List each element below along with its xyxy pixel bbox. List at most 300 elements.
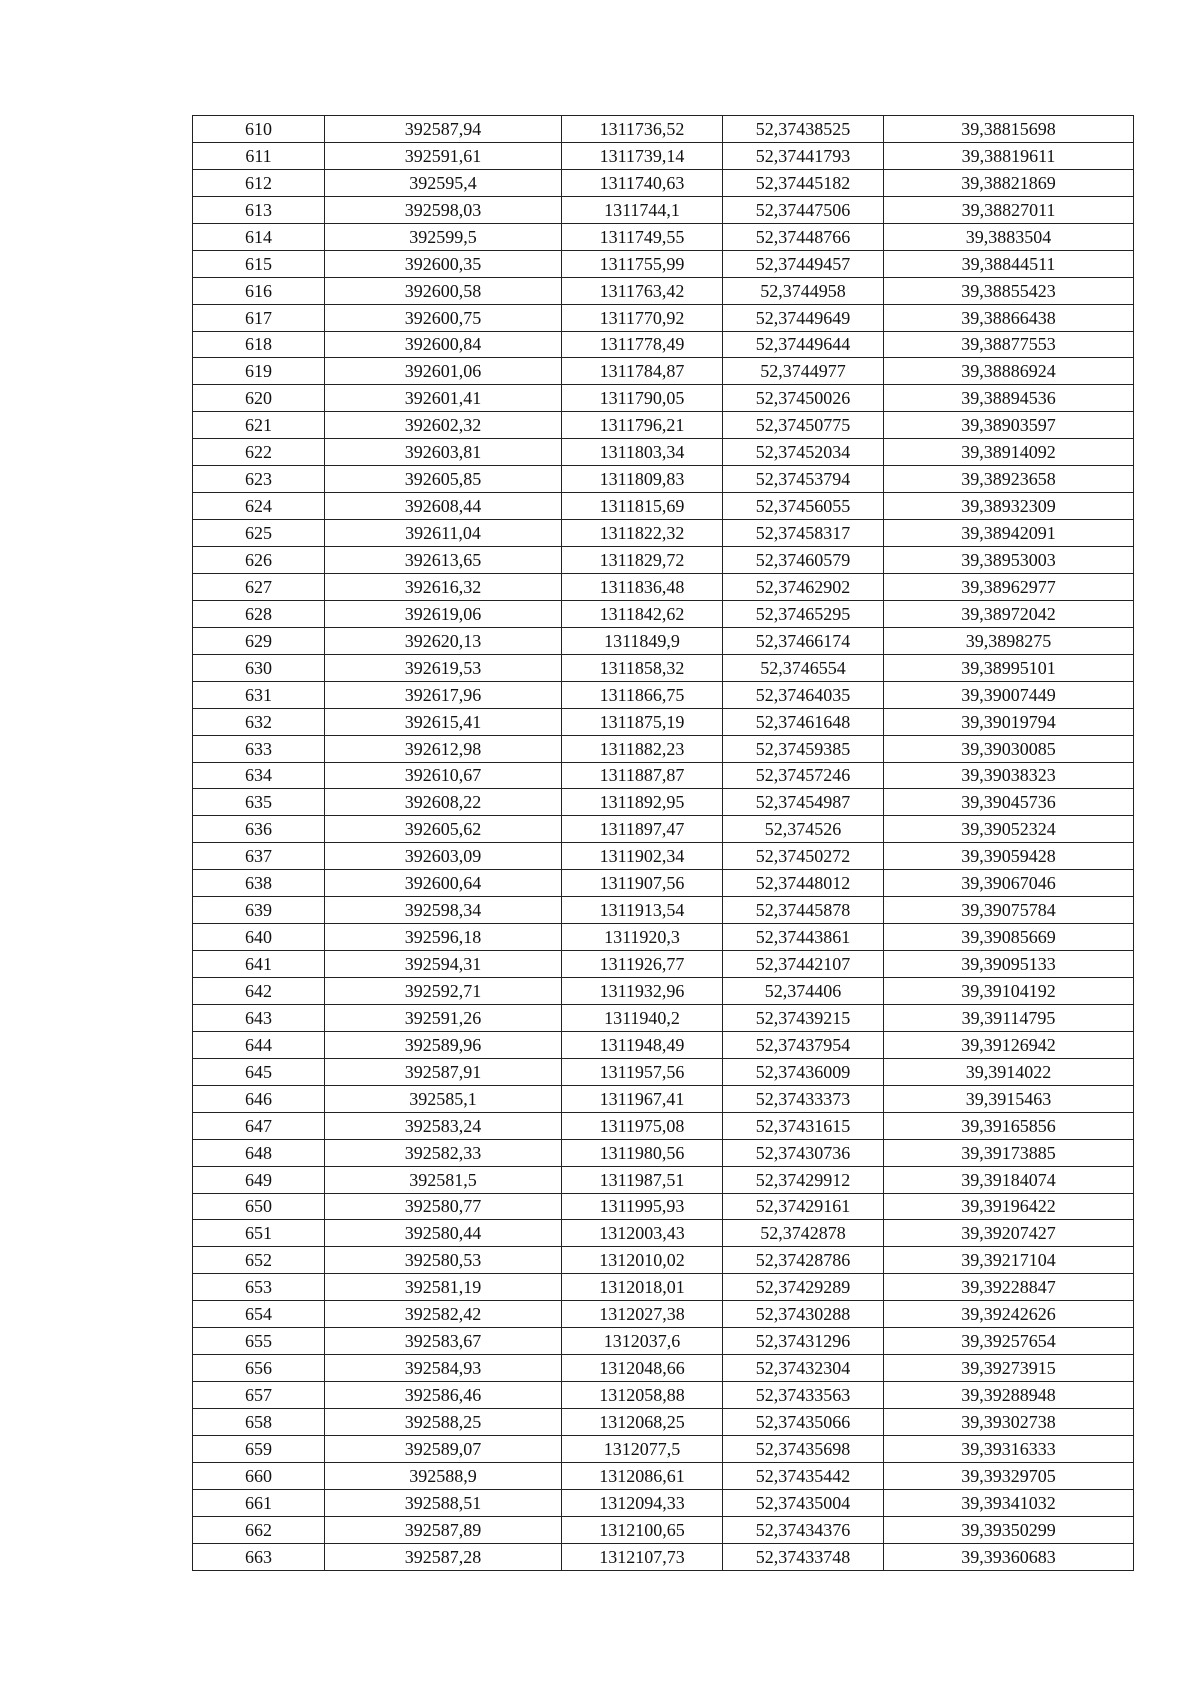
- table-cell-coord-x: 392591,61: [325, 142, 562, 169]
- table-row: [193, 223, 1134, 250]
- table-row: [193, 466, 1134, 493]
- table-row: [193, 412, 1134, 439]
- table-cell-longitude: 39,39228847: [884, 1274, 1134, 1301]
- table-cell-longitude: 39,39329705: [884, 1462, 1134, 1489]
- table-cell-longitude: 39,38855423: [884, 277, 1134, 304]
- table-cell-point-number: 610: [193, 116, 325, 143]
- table-cell-longitude: 39,39217104: [884, 1247, 1134, 1274]
- table-cell-coord-x: 392596,18: [325, 924, 562, 951]
- table-cell-point-number: 620: [193, 385, 325, 412]
- table-cell-coord-y: 1312003,43: [562, 1220, 723, 1247]
- table-row: [193, 1274, 1134, 1301]
- table-cell-longitude: 39,39288948: [884, 1382, 1134, 1409]
- table-row: [193, 1193, 1134, 1220]
- table-cell-latitude: 52,37458317: [723, 520, 884, 547]
- table-row: [193, 735, 1134, 762]
- table-cell-longitude: 39,38903597: [884, 412, 1134, 439]
- table-cell-point-number: 642: [193, 978, 325, 1005]
- table-cell-point-number: 663: [193, 1543, 325, 1570]
- table-row: [193, 627, 1134, 654]
- table-row: [193, 1166, 1134, 1193]
- table-row: [193, 1112, 1134, 1139]
- table-cell-coord-x: 392580,44: [325, 1220, 562, 1247]
- table-cell-coord-y: 1311987,51: [562, 1166, 723, 1193]
- table-cell-coord-x: 392615,41: [325, 708, 562, 735]
- coordinates-table-body: [193, 116, 1134, 1571]
- table-cell-coord-y: 1311980,56: [562, 1139, 723, 1166]
- table-row: [193, 1489, 1134, 1516]
- table-cell-coord-y: 1311740,63: [562, 169, 723, 196]
- table-cell-latitude: 52,37436009: [723, 1058, 884, 1085]
- table-row: [193, 142, 1134, 169]
- table-row: [193, 1247, 1134, 1274]
- table-cell-coord-y: 1311749,55: [562, 223, 723, 250]
- table-cell-longitude: 39,39038323: [884, 762, 1134, 789]
- table-row: [193, 1085, 1134, 1112]
- table-cell-coord-y: 1311887,87: [562, 762, 723, 789]
- table-cell-coord-x: 392600,58: [325, 277, 562, 304]
- table-cell-point-number: 628: [193, 600, 325, 627]
- table-cell-latitude: 52,37453794: [723, 466, 884, 493]
- table-cell-coord-y: 1311744,1: [562, 196, 723, 223]
- table-cell-coord-y: 1312077,5: [562, 1435, 723, 1462]
- table-row: [193, 843, 1134, 870]
- table-cell-longitude: 39,39052324: [884, 816, 1134, 843]
- table-cell-coord-x: 392584,93: [325, 1355, 562, 1382]
- table-cell-coord-y: 1311736,52: [562, 116, 723, 143]
- table-cell-longitude: 39,3883504: [884, 223, 1134, 250]
- table-cell-point-number: 627: [193, 573, 325, 600]
- table-cell-longitude: 39,39350299: [884, 1516, 1134, 1543]
- table-cell-longitude: 39,39067046: [884, 870, 1134, 897]
- table-row: [193, 250, 1134, 277]
- table-cell-longitude: 39,38886924: [884, 358, 1134, 385]
- table-cell-point-number: 621: [193, 412, 325, 439]
- table-cell-point-number: 635: [193, 789, 325, 816]
- table-cell-coord-x: 392586,46: [325, 1382, 562, 1409]
- table-cell-longitude: 39,38923658: [884, 466, 1134, 493]
- table-cell-coord-x: 392587,89: [325, 1516, 562, 1543]
- table-cell-coord-y: 1311836,48: [562, 573, 723, 600]
- table-row: [193, 1409, 1134, 1436]
- table-cell-latitude: 52,37449457: [723, 250, 884, 277]
- table-cell-coord-x: 392616,32: [325, 573, 562, 600]
- table-row: [193, 169, 1134, 196]
- table-cell-coord-y: 1311829,72: [562, 547, 723, 574]
- table-cell-latitude: 52,37435442: [723, 1462, 884, 1489]
- table-row: [193, 439, 1134, 466]
- table-cell-latitude: 52,37449649: [723, 304, 884, 331]
- table-cell-latitude: 52,3746554: [723, 654, 884, 681]
- table-row: [193, 1004, 1134, 1031]
- table-row: [193, 1462, 1134, 1489]
- table-cell-point-number: 649: [193, 1166, 325, 1193]
- table-cell-latitude: 52,3742878: [723, 1220, 884, 1247]
- table-cell-coord-y: 1311822,32: [562, 520, 723, 547]
- table-cell-coord-x: 392599,5: [325, 223, 562, 250]
- table-row: [193, 978, 1134, 1005]
- table-cell-coord-y: 1311940,2: [562, 1004, 723, 1031]
- table-row: [193, 1220, 1134, 1247]
- table-row: [193, 358, 1134, 385]
- table-row: [193, 1516, 1134, 1543]
- table-cell-coord-y: 1311778,49: [562, 331, 723, 358]
- table-row: [193, 520, 1134, 547]
- table-cell-coord-x: 392583,24: [325, 1112, 562, 1139]
- table-cell-coord-x: 392582,42: [325, 1301, 562, 1328]
- table-cell-coord-x: 392583,67: [325, 1328, 562, 1355]
- table-cell-latitude: 52,37441793: [723, 142, 884, 169]
- table-row: [193, 897, 1134, 924]
- table-cell-longitude: 39,38953003: [884, 547, 1134, 574]
- table-cell-coord-x: 392581,5: [325, 1166, 562, 1193]
- table-cell-latitude: 52,37452034: [723, 439, 884, 466]
- table-cell-longitude: 39,38995101: [884, 654, 1134, 681]
- table-cell-coord-y: 1311815,69: [562, 493, 723, 520]
- table-row: [193, 196, 1134, 223]
- table-row: [193, 116, 1134, 143]
- table-cell-longitude: 39,39360683: [884, 1543, 1134, 1570]
- table-cell-coord-y: 1311902,34: [562, 843, 723, 870]
- table-cell-coord-x: 392588,51: [325, 1489, 562, 1516]
- table-cell-point-number: 624: [193, 493, 325, 520]
- table-cell-point-number: 614: [193, 223, 325, 250]
- table-cell-point-number: 645: [193, 1058, 325, 1085]
- table-cell-latitude: 52,37431296: [723, 1328, 884, 1355]
- table-row: [193, 762, 1134, 789]
- table-cell-coord-y: 1312018,01: [562, 1274, 723, 1301]
- table-cell-coord-x: 392608,22: [325, 789, 562, 816]
- table-row: [193, 816, 1134, 843]
- table-row: [193, 1058, 1134, 1085]
- table-cell-longitude: 39,38821869: [884, 169, 1134, 196]
- table-cell-coord-x: 392591,26: [325, 1004, 562, 1031]
- table-cell-coord-x: 392587,91: [325, 1058, 562, 1085]
- table-cell-coord-y: 1311926,77: [562, 951, 723, 978]
- table-cell-coord-x: 392603,81: [325, 439, 562, 466]
- table-cell-latitude: 52,37460579: [723, 547, 884, 574]
- table-cell-point-number: 615: [193, 250, 325, 277]
- table-cell-coord-x: 392601,41: [325, 385, 562, 412]
- table-row: [193, 1301, 1134, 1328]
- table-cell-latitude: 52,37433748: [723, 1543, 884, 1570]
- table-cell-coord-x: 392581,19: [325, 1274, 562, 1301]
- table-cell-coord-y: 1312086,61: [562, 1462, 723, 1489]
- table-row: [193, 654, 1134, 681]
- table-cell-coord-x: 392587,94: [325, 116, 562, 143]
- table-cell-longitude: 39,38866438: [884, 304, 1134, 331]
- table-cell-coord-y: 1311770,92: [562, 304, 723, 331]
- table-cell-coord-y: 1312107,73: [562, 1543, 723, 1570]
- table-cell-longitude: 39,39104192: [884, 978, 1134, 1005]
- table-cell-coord-y: 1312048,66: [562, 1355, 723, 1382]
- table-cell-longitude: 39,39207427: [884, 1220, 1134, 1247]
- table-row: [193, 573, 1134, 600]
- table-cell-coord-y: 1311842,62: [562, 600, 723, 627]
- table-cell-coord-x: 392602,32: [325, 412, 562, 439]
- table-cell-latitude: 52,37434376: [723, 1516, 884, 1543]
- table-cell-coord-x: 392600,35: [325, 250, 562, 277]
- table-cell-point-number: 612: [193, 169, 325, 196]
- table-cell-coord-y: 1312100,65: [562, 1516, 723, 1543]
- table-cell-point-number: 613: [193, 196, 325, 223]
- table-row: [193, 924, 1134, 951]
- table-cell-coord-x: 392619,06: [325, 600, 562, 627]
- table-cell-latitude: 52,37466174: [723, 627, 884, 654]
- table-cell-point-number: 655: [193, 1328, 325, 1355]
- table-cell-point-number: 623: [193, 466, 325, 493]
- table-cell-longitude: 39,38815698: [884, 116, 1134, 143]
- table-cell-latitude: 52,37429912: [723, 1166, 884, 1193]
- table-cell-coord-y: 1311907,56: [562, 870, 723, 897]
- table-cell-latitude: 52,3744977: [723, 358, 884, 385]
- table-cell-latitude: 52,37435698: [723, 1435, 884, 1462]
- table-cell-coord-y: 1311866,75: [562, 681, 723, 708]
- table-cell-latitude: 52,37433563: [723, 1382, 884, 1409]
- table-cell-coord-x: 392608,44: [325, 493, 562, 520]
- table-cell-latitude: 52,37464035: [723, 681, 884, 708]
- table-cell-point-number: 634: [193, 762, 325, 789]
- table-cell-longitude: 39,38932309: [884, 493, 1134, 520]
- table-cell-coord-x: 392595,4: [325, 169, 562, 196]
- table-cell-longitude: 39,39059428: [884, 843, 1134, 870]
- table-cell-point-number: 630: [193, 654, 325, 681]
- table-cell-point-number: 638: [193, 870, 325, 897]
- table-cell-point-number: 611: [193, 142, 325, 169]
- table-row: [193, 789, 1134, 816]
- table-cell-longitude: 39,39173885: [884, 1139, 1134, 1166]
- table-cell-latitude: 52,37462902: [723, 573, 884, 600]
- table-cell-latitude: 52,3744958: [723, 277, 884, 304]
- table-cell-coord-y: 1311995,93: [562, 1193, 723, 1220]
- table-cell-coord-y: 1311755,99: [562, 250, 723, 277]
- table-cell-point-number: 629: [193, 627, 325, 654]
- table-cell-coord-x: 392592,71: [325, 978, 562, 1005]
- table-cell-point-number: 653: [193, 1274, 325, 1301]
- table-cell-coord-x: 392612,98: [325, 735, 562, 762]
- table-cell-longitude: 39,39095133: [884, 951, 1134, 978]
- table-cell-coord-x: 392589,96: [325, 1031, 562, 1058]
- table-cell-coord-x: 392589,07: [325, 1435, 562, 1462]
- table-row: [193, 1543, 1134, 1570]
- table-cell-latitude: 52,37450775: [723, 412, 884, 439]
- table-cell-point-number: 662: [193, 1516, 325, 1543]
- table-cell-latitude: 52,37435004: [723, 1489, 884, 1516]
- table-cell-longitude: 39,38819611: [884, 142, 1134, 169]
- table-cell-point-number: 617: [193, 304, 325, 331]
- table-cell-coord-y: 1311932,96: [562, 978, 723, 1005]
- table-row: [193, 304, 1134, 331]
- table-cell-latitude: 52,37450026: [723, 385, 884, 412]
- table-cell-coord-x: 392580,53: [325, 1247, 562, 1274]
- table-cell-longitude: 39,38894536: [884, 385, 1134, 412]
- table-cell-latitude: 52,37449644: [723, 331, 884, 358]
- table-cell-coord-y: 1311892,95: [562, 789, 723, 816]
- table-row: [193, 493, 1134, 520]
- table-cell-longitude: 39,39165856: [884, 1112, 1134, 1139]
- table-cell-coord-x: 392598,03: [325, 196, 562, 223]
- table-cell-coord-y: 1312010,02: [562, 1247, 723, 1274]
- table-cell-longitude: 39,39242626: [884, 1301, 1134, 1328]
- table-cell-longitude: 39,38877553: [884, 331, 1134, 358]
- table-cell-latitude: 52,37456055: [723, 493, 884, 520]
- table-cell-coord-y: 1312058,88: [562, 1382, 723, 1409]
- table-cell-longitude: 39,39341032: [884, 1489, 1134, 1516]
- table-cell-latitude: 52,37445182: [723, 169, 884, 196]
- table-cell-coord-x: 392588,25: [325, 1409, 562, 1436]
- table-cell-longitude: 39,39273915: [884, 1355, 1134, 1382]
- table-cell-point-number: 650: [193, 1193, 325, 1220]
- table-cell-longitude: 39,39126942: [884, 1031, 1134, 1058]
- table-cell-longitude: 39,39075784: [884, 897, 1134, 924]
- table-cell-point-number: 661: [193, 1489, 325, 1516]
- table-row: [193, 1435, 1134, 1462]
- table-cell-coord-y: 1311790,05: [562, 385, 723, 412]
- table-row: [193, 277, 1134, 304]
- table-cell-point-number: 622: [193, 439, 325, 466]
- table-cell-latitude: 52,37431615: [723, 1112, 884, 1139]
- table-cell-point-number: 654: [193, 1301, 325, 1328]
- table-cell-coord-y: 1311809,83: [562, 466, 723, 493]
- table-cell-latitude: 52,37443861: [723, 924, 884, 951]
- table-cell-point-number: 641: [193, 951, 325, 978]
- table-cell-coord-x: 392588,9: [325, 1462, 562, 1489]
- table-cell-coord-y: 1311858,32: [562, 654, 723, 681]
- table-cell-coord-y: 1311882,23: [562, 735, 723, 762]
- table-cell-point-number: 626: [193, 547, 325, 574]
- table-cell-point-number: 652: [193, 1247, 325, 1274]
- table-cell-point-number: 657: [193, 1382, 325, 1409]
- table-cell-coord-y: 1312094,33: [562, 1489, 723, 1516]
- table-cell-point-number: 644: [193, 1031, 325, 1058]
- table-cell-coord-x: 392600,64: [325, 870, 562, 897]
- table-row: [193, 951, 1134, 978]
- table-cell-latitude: 52,374406: [723, 978, 884, 1005]
- table-cell-longitude: 39,39196422: [884, 1193, 1134, 1220]
- table-cell-latitude: 52,37448012: [723, 870, 884, 897]
- table-cell-longitude: 39,39184074: [884, 1166, 1134, 1193]
- table-cell-point-number: 640: [193, 924, 325, 951]
- table-row: [193, 385, 1134, 412]
- table-cell-coord-y: 1311796,21: [562, 412, 723, 439]
- table-cell-latitude: 52,37429289: [723, 1274, 884, 1301]
- table-cell-coord-y: 1311957,56: [562, 1058, 723, 1085]
- table-cell-latitude: 52,37437954: [723, 1031, 884, 1058]
- table-cell-coord-y: 1312027,38: [562, 1301, 723, 1328]
- table-cell-longitude: 39,39019794: [884, 708, 1134, 735]
- table-cell-latitude: 52,37438525: [723, 116, 884, 143]
- table-cell-point-number: 646: [193, 1085, 325, 1112]
- table-cell-coord-x: 392600,75: [325, 304, 562, 331]
- table-cell-coord-y: 1311920,3: [562, 924, 723, 951]
- table-cell-point-number: 639: [193, 897, 325, 924]
- table-cell-point-number: 660: [193, 1462, 325, 1489]
- table-row: [193, 708, 1134, 735]
- table-cell-coord-x: 392605,85: [325, 466, 562, 493]
- table-cell-point-number: 656: [193, 1355, 325, 1382]
- table-cell-point-number: 619: [193, 358, 325, 385]
- table-cell-coord-x: 392613,65: [325, 547, 562, 574]
- table-cell-point-number: 647: [193, 1112, 325, 1139]
- table-cell-latitude: 52,37457246: [723, 762, 884, 789]
- table-cell-coord-y: 1311739,14: [562, 142, 723, 169]
- table-cell-coord-x: 392600,84: [325, 331, 562, 358]
- table-cell-coord-y: 1311803,34: [562, 439, 723, 466]
- table-cell-coord-x: 392610,67: [325, 762, 562, 789]
- table-cell-point-number: 651: [193, 1220, 325, 1247]
- table-cell-longitude: 39,38972042: [884, 600, 1134, 627]
- table-cell-longitude: 39,39085669: [884, 924, 1134, 951]
- table-cell-point-number: 616: [193, 277, 325, 304]
- table-row: [193, 1382, 1134, 1409]
- table-row: [193, 681, 1134, 708]
- table-cell-coord-x: 392580,77: [325, 1193, 562, 1220]
- table-cell-coord-y: 1311948,49: [562, 1031, 723, 1058]
- table-cell-longitude: 39,39257654: [884, 1328, 1134, 1355]
- table-cell-coord-y: 1311784,87: [562, 358, 723, 385]
- table-cell-longitude: 39,39045736: [884, 789, 1134, 816]
- table-cell-coord-x: 392598,34: [325, 897, 562, 924]
- table-cell-coord-y: 1312068,25: [562, 1409, 723, 1436]
- table-cell-longitude: 39,39030085: [884, 735, 1134, 762]
- table-cell-coord-x: 392594,31: [325, 951, 562, 978]
- table-cell-longitude: 39,39114795: [884, 1004, 1134, 1031]
- table-cell-longitude: 39,3914022: [884, 1058, 1134, 1085]
- table-cell-point-number: 636: [193, 816, 325, 843]
- table-cell-coord-x: 392585,1: [325, 1085, 562, 1112]
- table-cell-point-number: 632: [193, 708, 325, 735]
- table-cell-latitude: 52,37461648: [723, 708, 884, 735]
- table-cell-point-number: 658: [193, 1409, 325, 1436]
- table-cell-point-number: 643: [193, 1004, 325, 1031]
- table-cell-coord-y: 1311849,9: [562, 627, 723, 654]
- coordinates-table: [192, 115, 1134, 1571]
- table-cell-coord-x: 392619,53: [325, 654, 562, 681]
- table-cell-latitude: 52,37454987: [723, 789, 884, 816]
- table-cell-latitude: 52,37442107: [723, 951, 884, 978]
- table-cell-latitude: 52,37430736: [723, 1139, 884, 1166]
- table-cell-longitude: 39,38914092: [884, 439, 1134, 466]
- table-cell-longitude: 39,3915463: [884, 1085, 1134, 1112]
- table-cell-longitude: 39,38942091: [884, 520, 1134, 547]
- table-cell-latitude: 52,37428786: [723, 1247, 884, 1274]
- table-cell-latitude: 52,37429161: [723, 1193, 884, 1220]
- table-cell-coord-y: 1311897,47: [562, 816, 723, 843]
- table-cell-latitude: 52,37435066: [723, 1409, 884, 1436]
- table-cell-longitude: 39,3898275: [884, 627, 1134, 654]
- table-cell-latitude: 52,37447506: [723, 196, 884, 223]
- table-cell-point-number: 631: [193, 681, 325, 708]
- table-cell-coord-y: 1312037,6: [562, 1328, 723, 1355]
- table-cell-coord-y: 1311875,19: [562, 708, 723, 735]
- table-cell-latitude: 52,374526: [723, 816, 884, 843]
- table-cell-point-number: 659: [193, 1435, 325, 1462]
- table-cell-latitude: 52,37465295: [723, 600, 884, 627]
- table-cell-coord-x: 392617,96: [325, 681, 562, 708]
- table-cell-latitude: 52,37459385: [723, 735, 884, 762]
- table-row: [193, 1031, 1134, 1058]
- table-row: [193, 331, 1134, 358]
- table-cell-point-number: 625: [193, 520, 325, 547]
- table-cell-coord-y: 1311763,42: [562, 277, 723, 304]
- table-cell-latitude: 52,37439215: [723, 1004, 884, 1031]
- table-cell-longitude: 39,39302738: [884, 1409, 1134, 1436]
- table-cell-latitude: 52,37445878: [723, 897, 884, 924]
- table-cell-longitude: 39,38844511: [884, 250, 1134, 277]
- table-cell-coord-y: 1311967,41: [562, 1085, 723, 1112]
- table-cell-longitude: 39,39007449: [884, 681, 1134, 708]
- table-cell-coord-x: 392601,06: [325, 358, 562, 385]
